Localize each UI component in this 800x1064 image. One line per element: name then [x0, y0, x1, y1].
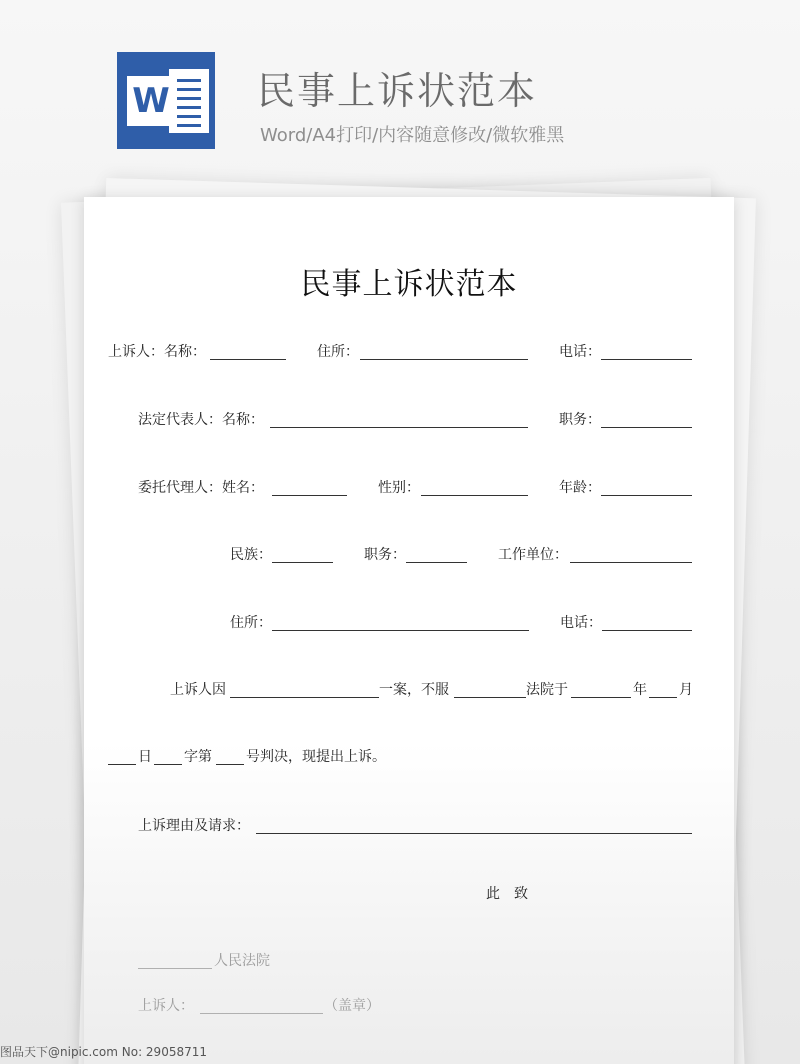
employer-label: 工作单位： [498, 547, 568, 563]
court-blank[interactable] [454, 697, 526, 698]
agent-position-blank[interactable] [406, 562, 467, 563]
agent-residence-blank[interactable] [272, 630, 529, 631]
legal-rep-blank[interactable] [270, 427, 528, 428]
appellant-name-blank[interactable] [210, 359, 286, 360]
agent-position-label: 职务： [364, 547, 406, 563]
judgment-text: 号判决，现提出上诉。 [246, 749, 386, 765]
gender-label: 性别： [378, 480, 420, 496]
agent-phone-blank[interactable] [602, 630, 692, 631]
reasons-label: 上诉理由及请求： [138, 818, 250, 834]
gender-blank[interactable] [421, 495, 528, 496]
employer-blank[interactable] [570, 562, 692, 563]
residence-label: 住所： [317, 344, 359, 360]
agent-residence-label: 住所： [230, 615, 272, 631]
document-lines-icon [169, 69, 209, 133]
document-title: 民事上诉状范本 [300, 267, 518, 302]
month-blank[interactable] [649, 697, 677, 698]
phone-label: 电话： [559, 344, 601, 360]
legal-rep-label: 法定代表人：名称： [138, 412, 264, 428]
age-blank[interactable] [601, 495, 692, 496]
day-text: 日 [138, 749, 152, 765]
ethnicity-label: 民族： [230, 547, 272, 563]
document-page [84, 197, 734, 1064]
day-blank[interactable] [108, 764, 136, 765]
agent-name-blank[interactable] [272, 495, 347, 496]
agent-name-label: 委托代理人：姓名： [138, 480, 264, 496]
court-text: 法院于 [526, 682, 568, 698]
ethnicity-blank[interactable] [272, 562, 333, 563]
case-blank[interactable] [230, 697, 379, 698]
zi-text: 字第 [184, 749, 212, 765]
year-text: 年 [633, 682, 647, 698]
age-label: 年龄： [559, 480, 601, 496]
number-blank[interactable] [216, 764, 244, 765]
court-name-blank[interactable] [138, 968, 212, 969]
word-icon [117, 52, 215, 149]
court-name-text: 人民法院 [214, 953, 270, 969]
header-subtitle: Word/A4打印/内容随意修改/微软雅黑 [260, 125, 565, 146]
reasons-blank[interactable] [256, 833, 692, 834]
signature-blank[interactable] [200, 1013, 323, 1014]
phone-blank[interactable] [601, 359, 692, 360]
signature-label: 上诉人： [138, 998, 194, 1014]
legal-rep-position-blank[interactable] [601, 427, 692, 428]
legal-rep-position-label: 职务： [559, 412, 601, 428]
zi-blank[interactable] [154, 764, 182, 765]
watermark: 图品天下@nipic.com No: 29058711 [0, 1045, 208, 1059]
month-text: 月 [679, 682, 693, 698]
word-letter: W [127, 76, 175, 126]
closing-text: 此 致 [486, 886, 528, 902]
appeal-start-text: 上诉人因 [170, 682, 226, 698]
year-blank[interactable] [571, 697, 631, 698]
seal-text: （盖章） [324, 998, 380, 1014]
appellant-name-label: 上诉人：名称： [108, 344, 206, 360]
case-text: 一案，不服 [379, 682, 449, 698]
header-title: 民事上诉状范本 [257, 69, 538, 113]
agent-phone-label: 电话： [560, 615, 602, 631]
residence-blank[interactable] [360, 359, 528, 360]
